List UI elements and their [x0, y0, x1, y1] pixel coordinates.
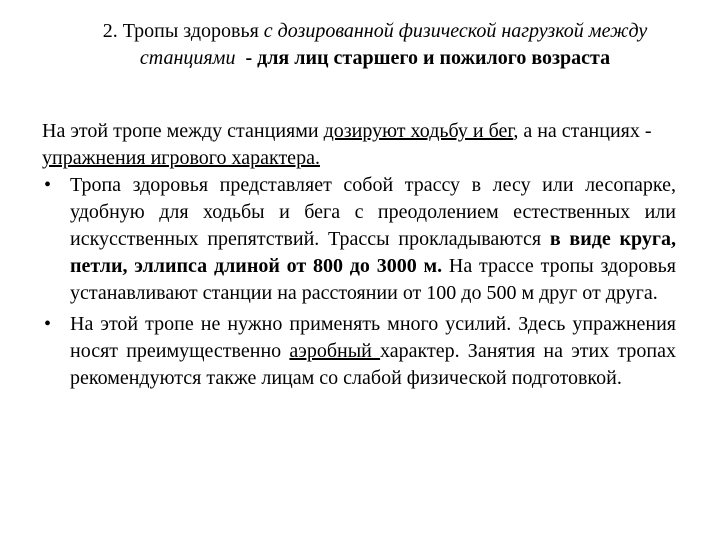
intro-underline-1: дозируют ходьбу и бег — [323, 120, 514, 142]
title-italic-cont: станциями — [139, 47, 236, 69]
bullet-underline: аэробный — [289, 340, 381, 362]
title-main: Тропы здоровья — [122, 20, 259, 42]
bullet-icon: • — [44, 174, 52, 196]
bullet-list — [42, 172, 676, 392]
title-bold: - для лиц старшего и пожилого возраста — [245, 47, 611, 69]
slide-title — [40, 18, 710, 72]
bullet-item — [42, 311, 676, 392]
slide-body — [42, 118, 676, 392]
bullet-text: На этой тропе не нужно применять много усилий. Здесь упражнения носят преимущественно — [70, 313, 676, 362]
bullet-text: Тропа здоровья представляет собой трассу в лесу или лесопарке, удобную для ходьбы и бега с преодолением естественных или искусственных препятствий. Трассы прокладываются — [70, 174, 676, 250]
bullet-item — [42, 172, 676, 307]
intro-text-1: На этой тропе между станциями — [42, 120, 324, 142]
intro-paragraph — [42, 118, 676, 172]
title-number: 2. — [102, 20, 118, 42]
bullet-bold: в виде круга, петли, эллипса длиной от 800 до 3000 м. — [70, 228, 676, 277]
title-line-2 — [40, 45, 710, 72]
title-line-1 — [40, 18, 710, 45]
title-italic: с дозированной физической нагрузкой между — [263, 20, 648, 42]
bullet-text: характер. Занятия на этих тропах рекомендуются также лицам со слабой физической подготовкой. — [70, 340, 676, 389]
bullet-icon: • — [44, 313, 52, 335]
intro-underline-2: упражнения игрового характера. — [42, 147, 320, 169]
bullet-text: На трассе тропы здоровья устанавливают станции на расстоянии от 100 до 500 м друг от друга. — [70, 255, 676, 304]
intro-text-2: , а на станциях - — [513, 120, 652, 142]
